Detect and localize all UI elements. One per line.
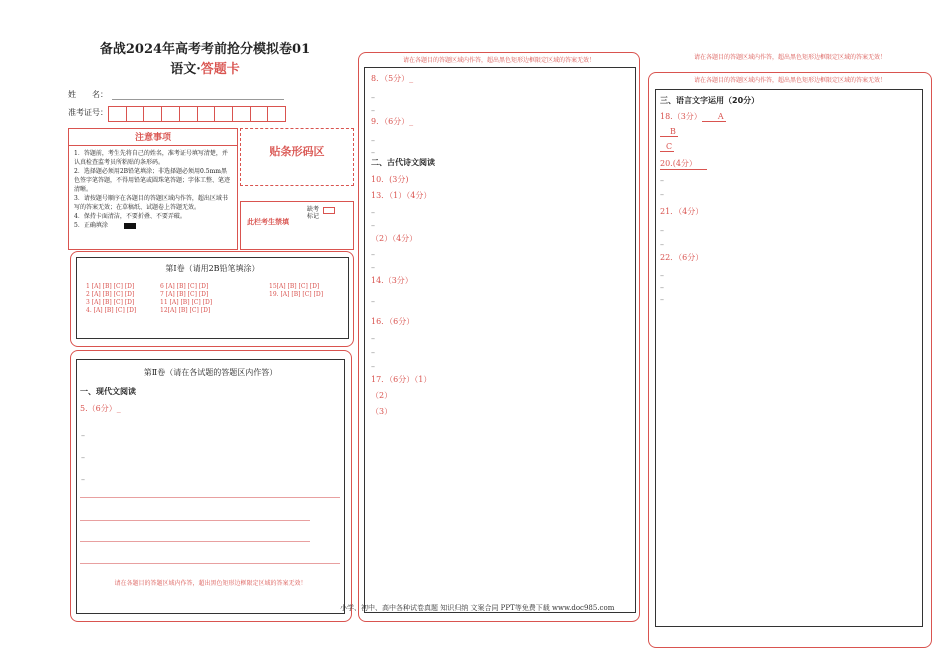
answer-mark: – — [371, 148, 375, 157]
part1-frame — [76, 257, 349, 339]
answer-blank-c[interactable]: C — [660, 142, 674, 152]
question-14: 14.（3分） — [371, 276, 413, 285]
answer-mark: – — [81, 431, 85, 440]
name-underline[interactable] — [112, 99, 284, 100]
question-5: 5.（6分）_ — [80, 404, 121, 413]
exam-id-box[interactable] — [215, 106, 233, 122]
question-17-part2: （2） — [371, 391, 393, 400]
question-16: 16．（6分） — [371, 317, 415, 326]
middle-frame — [364, 67, 636, 613]
question-9: 9．（6分）_ — [371, 117, 414, 126]
answer-line[interactable] — [80, 563, 340, 564]
answer-line[interactable] — [80, 497, 340, 498]
notice-box — [68, 128, 238, 250]
card-title: 备战2024年高考考前抢分模拟卷01 — [99, 42, 311, 57]
question-17: 17．（6分）（1） — [371, 375, 432, 384]
answer-mark: – — [371, 136, 375, 145]
subtitle-prefix: 语文· — [170, 62, 201, 77]
part1-col1 — [86, 283, 136, 315]
absent-mark-box[interactable] — [323, 207, 335, 214]
choice-row[interactable]: 6 [A] [B] [C] [D] — [160, 283, 209, 290]
exam-id-box[interactable] — [144, 106, 162, 122]
answer-mark: – — [81, 453, 85, 462]
answer-mark: – — [371, 297, 375, 306]
notice-item-4: 4．保持卡面清洁，不要折叠、不要弄破。 — [74, 213, 186, 220]
notice-item-1: 1．答题前，考生先将自己的姓名，准考证号填写清楚，并认真检查监考员所粘贴的条形码。 — [74, 150, 228, 166]
exam-id-boxes[interactable] — [108, 106, 286, 122]
right-top-warning: 请在各题目的答题区域内作答，超出黑色矩形边框限定区域的答案无效！ — [693, 54, 886, 61]
answer-mark: – — [660, 176, 664, 185]
answer-line[interactable] — [80, 541, 310, 542]
choice-row[interactable]: 12[A] [B] [C] [D] — [160, 307, 211, 314]
question-18 — [660, 111, 726, 122]
part2-warning: 请在各题目的答题区域内作答，超出黑色矩形边框限定区域的答案无效！ — [114, 580, 307, 587]
part1-section — [70, 251, 354, 347]
exam-id-box[interactable] — [251, 106, 269, 122]
question-17-part3: （3） — [371, 407, 393, 416]
exam-id-box[interactable] — [198, 106, 216, 122]
choice-row[interactable]: 2 [A] [B] [C] [D] — [86, 291, 135, 298]
answer-mark: – — [371, 263, 375, 272]
part2-title: 第Ⅱ卷（请在各试题的答题区内作答） — [143, 368, 278, 377]
notice-title: 注意事项 — [69, 129, 237, 146]
question-18-label: 18.（3分） — [660, 112, 702, 121]
right-section — [648, 72, 932, 648]
answer-mark: – — [371, 348, 375, 357]
exam-id-box[interactable] — [162, 106, 180, 122]
filled-sample-mark — [124, 223, 136, 229]
absent-mark-label: 缺考标记 — [307, 206, 320, 220]
answer-mark: – — [371, 221, 375, 230]
choice-row[interactable]: 19. [A] [B] [C] [D] — [269, 291, 324, 298]
exam-id-box[interactable] — [268, 106, 286, 122]
choice-row[interactable]: 4. [A] [B] [C] [D] — [86, 307, 137, 314]
notice-list — [69, 146, 237, 233]
footer-text: 小学、初中、高中各种试卷真题 知识归纳 文案合同 PPT等免费下载 www.doc985.com — [340, 604, 615, 612]
exam-id-box[interactable] — [127, 106, 145, 122]
right-frame — [655, 89, 923, 627]
part2-frame — [76, 359, 345, 614]
choice-row[interactable]: 1 [A] [B] [C] [D] — [86, 283, 135, 290]
answer-mark: – — [371, 208, 375, 217]
middle-section — [358, 52, 640, 622]
answer-mark: – — [660, 295, 664, 304]
choice-row[interactable]: 15[A] [B] [C] [D] — [269, 283, 320, 290]
choice-row[interactable]: 7 [A] [B] [C] [D] — [160, 291, 209, 298]
name-label: 姓 名： — [68, 90, 108, 99]
answer-mark: – — [81, 475, 85, 484]
exam-id-box[interactable] — [108, 106, 127, 122]
barcode-label: 贴条形码区 — [269, 145, 325, 158]
answer-mark: – — [660, 283, 664, 292]
answer-blank-a[interactable]: A — [702, 112, 726, 122]
notice-item-5 — [74, 221, 232, 230]
answer-mark: – — [660, 240, 664, 249]
question-10: 10．(3分) — [371, 175, 409, 184]
notice-item-5-text: 5．正确填涂 — [74, 222, 108, 229]
card-subtitle — [70, 58, 340, 77]
right-warning: 请在各题目的答题区域内作答，超出黑色矩形边框限定区域的答案无效！ — [693, 77, 886, 84]
question-8: 8．（5分）_ — [371, 74, 414, 83]
exam-id-box[interactable] — [233, 106, 251, 122]
part1-title: 第Ⅰ卷（请用2B铅笔填涂） — [165, 264, 260, 273]
absent-area — [240, 201, 354, 250]
question-13-part2: （2）（4分） — [371, 234, 418, 243]
answer-mark: – — [371, 362, 375, 371]
question-21: 21．（4分） — [660, 207, 704, 216]
exam-id-label: 准考证号： — [68, 108, 108, 117]
part2-section — [70, 350, 352, 622]
answer-line[interactable] — [80, 520, 310, 521]
exam-id-box[interactable] — [180, 106, 198, 122]
answer-mark: – — [371, 106, 375, 115]
barcode-area — [240, 128, 354, 186]
section-classical-reading: 二、古代诗文阅读 — [371, 158, 435, 167]
answer-mark: – — [660, 271, 664, 280]
answer-blank-b[interactable]: B — [660, 127, 678, 137]
absent-label: 此栏考生禁填 — [247, 217, 289, 226]
part1-col2 — [160, 283, 212, 315]
answer-mark: – — [371, 334, 375, 343]
question-22: 22．（6分） — [660, 253, 704, 262]
question-13: 13．（1）（4分） — [371, 191, 432, 200]
middle-warning: 请在各题目的答题区域内作答，超出黑色矩形边框限定区域的答案无效！ — [402, 57, 595, 64]
notice-item-3: 3．请按题号顺序在各题目的答题区域内作答，超出区域书写的答案无效；在草稿纸、试题卷上答题无效。 — [74, 195, 228, 211]
answer-mark: – — [660, 190, 664, 199]
choice-row[interactable]: 3 [A] [B] [C] [D] — [86, 299, 135, 306]
section-modern-reading: 一、现代文阅读 — [80, 387, 136, 396]
answer-mark: – — [660, 226, 664, 235]
part1-col3 — [269, 283, 323, 299]
notice-item-2: 2．选择题必须用2B铅笔填涂；非选择题必须用0.5mm黑色签字笔答题，不得用铅笔或圆珠笔答题；字体工整、笔迹清晰。 — [74, 168, 231, 193]
subtitle-answer-sheet: 答题卡 — [200, 62, 240, 77]
choice-row[interactable]: 11 [A] [B] [C] [D] — [160, 299, 213, 306]
answer-mark: – — [371, 93, 375, 102]
section-language-use: 三、语言文字运用（20分） — [660, 96, 760, 105]
question-20[interactable]: 20.(4分） — [660, 158, 707, 170]
answer-mark: – — [371, 250, 375, 259]
